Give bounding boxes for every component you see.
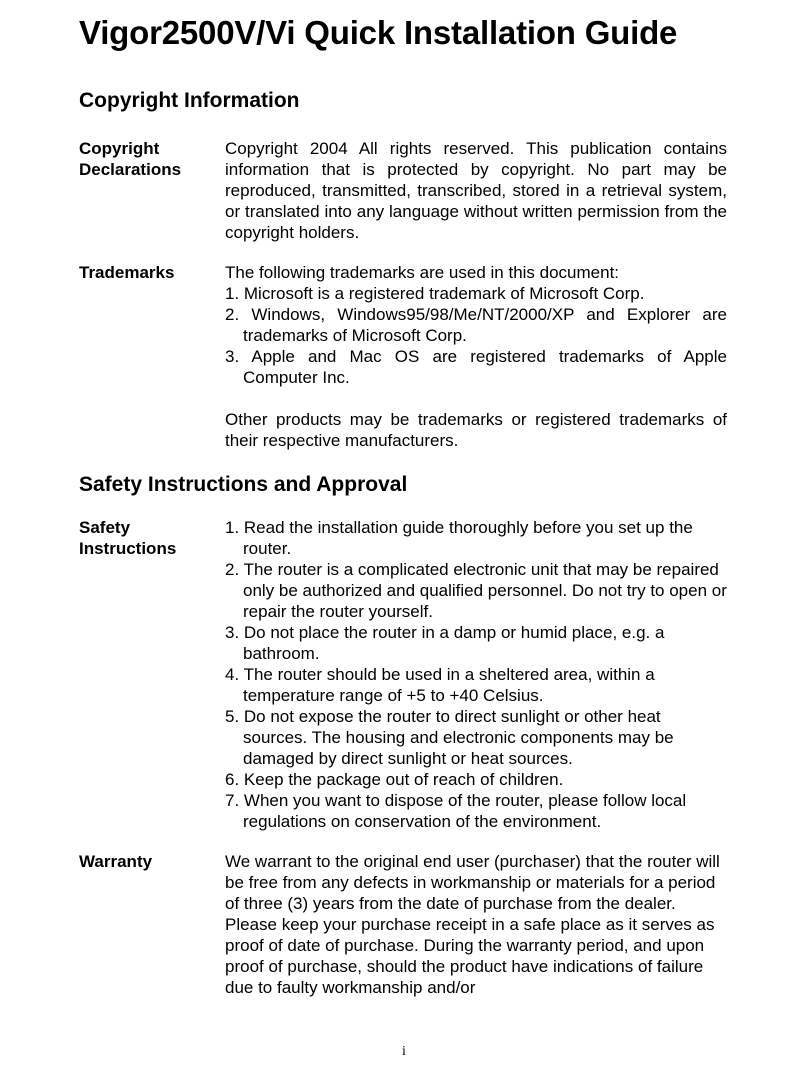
- trademarks-closing: Other products may be trademarks or registered trademarks of their respective manufacturers.: [225, 410, 727, 450]
- safety-instructions-body: [225, 517, 727, 832]
- page-number: i: [402, 1044, 406, 1059]
- list-item: 1. Read the installation guide thoroughly before you set up the router.: [225, 518, 693, 558]
- list-item: 3. Do not place the router in a damp or humid place, e.g. a bathroom.: [225, 623, 665, 663]
- safety-instructions-label: Safety Instructions: [79, 518, 177, 558]
- list-item: 4. The router should be used in a sheltered area, within a temperature range of +5 to +40 Celsius.: [225, 665, 655, 705]
- safety-instructions-heading: Safety Instructions and Approval: [79, 473, 408, 496]
- copyright-declarations-label: Copyright Declarations: [79, 139, 182, 179]
- trademarks-label: Trademarks: [79, 263, 175, 282]
- document-title: Vigor2500V/Vi Quick Installation Guide: [79, 14, 678, 51]
- trademarks-intro: The following trademarks are used in this document:: [225, 263, 620, 282]
- warranty-label: Warranty: [79, 852, 153, 871]
- list-item: 3. Apple and Mac OS are registered trademarks of Apple Computer Inc.: [225, 347, 727, 387]
- list-item: 2. The router is a complicated electronic unit that may be repaired only be authorized and qualified personnel. Do not try to open or repair the router yourself.: [225, 560, 727, 621]
- copyright-information-heading: Copyright Information: [79, 89, 300, 112]
- safety-instructions-list: [225, 517, 727, 832]
- list-item: 2. Windows, Windows95/98/Me/NT/2000/XP and Explorer are trademarks of Microsoft Corp.: [225, 305, 727, 345]
- list-item: 7. When you want to dispose of the router, please follow local regulations on conservation of the environment.: [225, 791, 687, 831]
- list-item: 6. Keep the package out of reach of children.: [225, 770, 564, 789]
- trademarks-list: [225, 283, 727, 388]
- list-item: 5. Do not expose the router to direct sunlight or other heat sources. The housing and electronic components may be damaged by direct sunlight or heat sources.: [225, 707, 674, 768]
- list-item: 1. Microsoft is a registered trademark of Microsoft Corp.: [225, 284, 645, 303]
- copyright-declarations-text: Copyright 2004 All rights reserved. This publication contains information that is protected by copyright. No part may be reproduced, transmitted, transcribed, stored in a retrieval system, or translated into any language without written permission from the copyright holders.: [225, 139, 727, 242]
- trademarks-body: [225, 262, 727, 451]
- warranty-text: We warrant to the original end user (purchaser) that the router will be free from any defects in workmanship or materials for a period of three (3) years from the date of purchase from the dealer. Please keep your purchase receipt in a safe place as it serves as proof of date of purchase. During the warranty period, and upon proof of purchase, should the product have indications of failure due to faulty workmanship and/or: [225, 852, 720, 997]
